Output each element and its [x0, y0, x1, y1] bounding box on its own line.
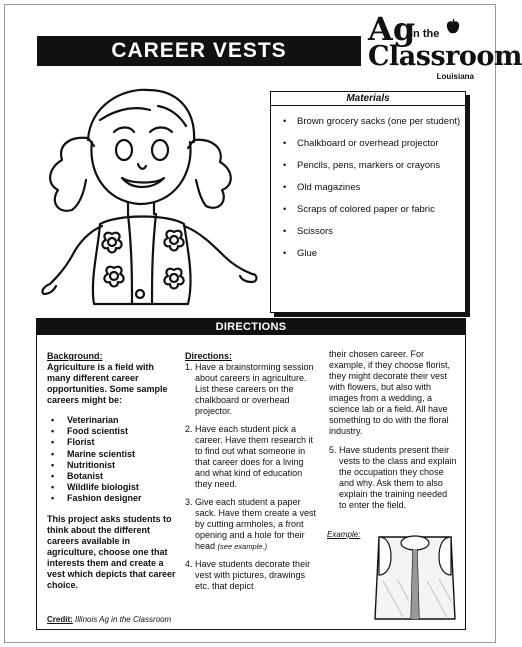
apple-icon	[444, 18, 462, 36]
career-list	[47, 415, 179, 505]
step-text: Have each student pick a career. Have them research it to find out what someone in that career does for a living and what kind of education they need.	[195, 424, 314, 489]
materials-item: • Pencils, pens, markers or crayons	[283, 160, 465, 171]
materials-item: • Chalkboard or overhead projector	[283, 138, 465, 149]
step-number: 2.	[185, 424, 193, 434]
career-item: • Veterinarian	[47, 415, 179, 426]
credit-label: Credit:	[47, 615, 73, 624]
directions-label: Directions:	[185, 351, 233, 361]
career-item: • Wildlife biologist	[47, 482, 179, 493]
career-item: • Food scientist	[47, 426, 179, 437]
step-text: Have students present their vests to the class and explain the occupation they chose and why. Ask them to also explain the training needed to enter the field.	[339, 445, 457, 510]
step-3	[185, 497, 321, 552]
background-text: Agriculture is a field with many different career opportunities. Some sample careers might be:	[47, 362, 168, 405]
career-item: • Nutritionist	[47, 460, 179, 471]
step-number: 4.	[185, 559, 193, 569]
page-title: CAREER VESTS	[37, 36, 361, 66]
step-4-continued: their chosen career. For example, if they choose florist, they might decorate their vest with flowers, but also with images from a wedding, a science lab or a field. All have something to do with the floral industry.	[329, 349, 451, 436]
directions-column	[185, 351, 321, 599]
girl-in-vest-illustration	[28, 80, 258, 312]
step-1	[185, 362, 321, 417]
materials-item: • Old magazines	[283, 182, 465, 193]
background-label: Background:	[47, 351, 103, 361]
vest-example-illustration	[373, 531, 457, 623]
credit-text: Illinois Ag in the Classroom	[75, 615, 172, 624]
materials-item: • Glue	[283, 248, 465, 259]
step-number: 3.	[185, 497, 193, 507]
logo-classroom: Classroom	[368, 41, 522, 72]
step-text: Have students decorate their vest with pictures, drawings etc. that depict	[195, 559, 311, 591]
materials-item: • Brown grocery sacks (one per student)	[283, 116, 465, 127]
materials-list	[271, 106, 465, 259]
career-item: • Florist	[47, 437, 179, 448]
career-item: • Fashion designer	[47, 493, 179, 504]
step-number: 1.	[185, 362, 193, 372]
materials-item: • Scissors	[283, 226, 465, 237]
step-text: Give each student a paper sack. Have them create a vest by cutting armholes, a front opening and a hole for their head	[195, 497, 317, 551]
step-note: (see example.)	[217, 542, 268, 551]
background-column	[47, 351, 179, 591]
logo-ag: Ag	[368, 10, 416, 48]
closing-text: This project asks students to think about the different careers available in agriculture, choose one that interests them and create a vest which depicts that career choice.	[47, 513, 176, 590]
directions-section	[36, 318, 466, 630]
career-item: • Botanist	[47, 471, 179, 482]
step-text: Have a brainstorming session about careers in agriculture. List these careers on the chalkboard or overhead projector.	[195, 362, 314, 416]
step-4	[185, 559, 321, 592]
directions-heading: DIRECTIONS	[37, 319, 465, 335]
logo-state: Louisiana	[436, 72, 474, 81]
logo-in-the: in the	[410, 28, 440, 40]
materials-heading: Materials	[271, 92, 465, 106]
step-5	[329, 445, 457, 511]
materials-box	[270, 91, 466, 313]
career-item: • Marine scientist	[47, 449, 179, 460]
materials-item: • Scraps of colored paper or fabric	[283, 204, 465, 215]
step-number: 5.	[329, 445, 337, 455]
ag-in-the-classroom-logo	[362, 10, 522, 82]
credit-line	[47, 615, 171, 624]
example-label: Example:	[327, 530, 361, 539]
step-2	[185, 424, 321, 490]
directions-column-2	[329, 349, 457, 518]
